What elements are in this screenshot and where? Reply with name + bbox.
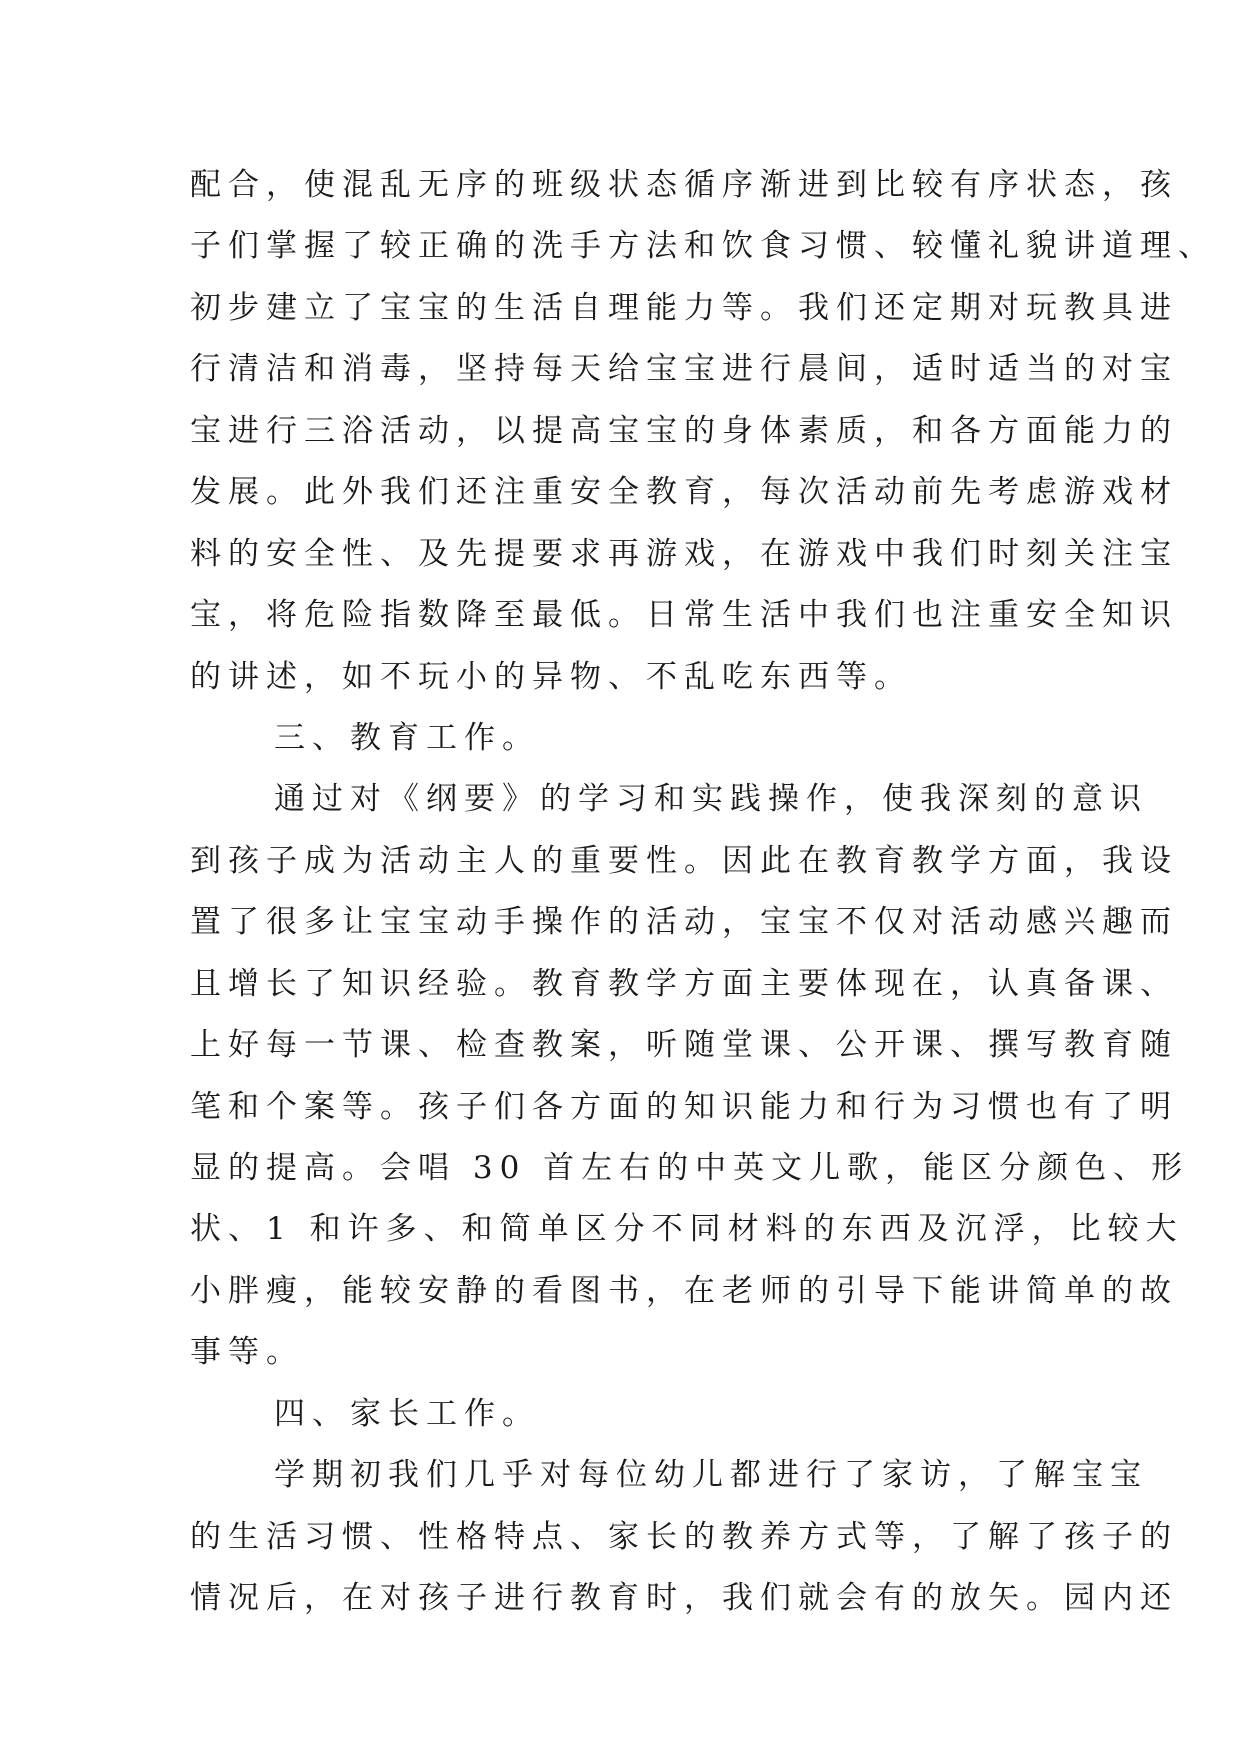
document-body <box>190 155 1216 1630</box>
paragraph-line: 料的安全性、及先提要求再游戏，在游戏中我们时刻关注宝 <box>190 535 1178 572</box>
paragraph-line: 显的提高。会唱 30 首左右的中英文儿歌，能区分颜色、形 <box>190 1150 1190 1186</box>
paragraph-line: 初步建立了宝宝的生活自理能力等。我们还定期对玩教具进 <box>190 289 1178 326</box>
paragraph-line: 情况后，在对孩子进行教育时，我们就会有的放矢。园内还 <box>190 1580 1178 1617</box>
paragraph-line: 置了很多让宝宝动手操作的活动，宝宝不仅对活动感兴趣而 <box>190 904 1178 941</box>
paragraph-line: 学期初我们几乎对每位幼儿都进行了家访，了解宝宝 <box>274 1457 1148 1494</box>
paragraph-line: 子们掌握了较正确的洗手方法和饮食习惯、较懂礼貌讲道理、 <box>190 228 1216 265</box>
paragraph-line: 小胖瘦，能较安静的看图书，在老师的引导下能讲简单的故 <box>190 1272 1178 1309</box>
paragraph-line: 配合，使混乱无序的班级状态循序渐进到比较有序状态，孩 <box>190 167 1178 203</box>
paragraph-line: 宝进行三浴活动，以提高宝宝的身体素质，和各方面能力的 <box>190 412 1178 449</box>
paragraph-line: 笔和个案等。孩子们各方面的知识能力和行为习惯也有了明 <box>190 1088 1178 1125</box>
paragraph-line: 的讲述，如不玩小的异物、不乱吃东西等。 <box>190 658 912 695</box>
paragraph-line: 的生活习惯、性格特点、家长的教养方式等，了解了孩子的 <box>190 1518 1178 1555</box>
paragraph-line: 状、1 和许多、和简单区分不同材料的东西及沉浮，比较大 <box>190 1211 1184 1248</box>
paragraph-line: 行清洁和消毒，坚持每天给宝宝进行晨间，适时适当的对宝 <box>190 351 1178 388</box>
paragraph-line: 通过对《纲要》的学习和实践操作，使我深刻的意识 <box>274 781 1148 818</box>
paragraph-line: 到孩子成为活动主人的重要性。因此在教育教学方面，我设 <box>190 842 1178 879</box>
section-heading-education: 三、教育工作。 <box>274 719 540 756</box>
paragraph-line: 宝，将危险指数降至最低。日常生活中我们也注重安全知识 <box>190 597 1178 634</box>
paragraph-line: 事等。 <box>190 1334 304 1371</box>
paragraph-line: 发展。此外我们还注重安全教育，每次活动前先考虑游戏材 <box>190 474 1178 511</box>
section-heading-parents: 四、家长工作。 <box>274 1395 540 1432</box>
paragraph-line: 且增长了知识经验。教育教学方面主要体现在，认真备课、 <box>190 965 1178 1002</box>
paragraph-line: 上好每一节课、检查教案，听随堂课、公开课、撰写教育随 <box>190 1027 1178 1064</box>
